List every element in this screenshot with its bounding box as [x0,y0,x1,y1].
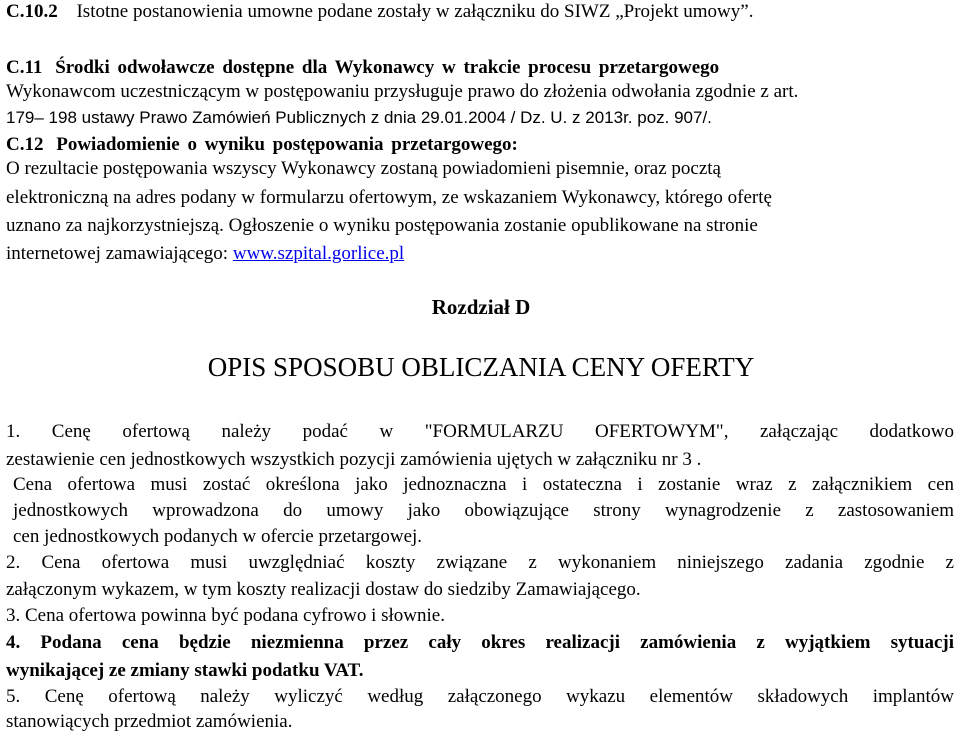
section-text: Istotne postanowienia umowne podane zostały w załączniku do SIWZ „Projekt umowy”. [76,1,754,22]
item-1b-line: cen jednostkowych podanych w ofercie przetargowej. [13,526,423,547]
section-c11-line: Wykonawcom uczestniczącym w postępowaniu przysługuje prawo do złożenia odwołania zgodnie z art. [6,81,799,102]
section-c12-line [6,242,404,266]
hospital-website-link[interactable]: www.szpital.gorlice.pl [232,243,405,264]
item-4-line: wynikającej ze zmiany stawki podatku VAT. [6,660,364,681]
item-2-line: 2. Cena ofertowa musi uwzględniać koszty związane z wykonaniem niniejszego zadania zgodnie z [6,552,954,573]
section-c12-heading [6,133,518,157]
section-title: Środki odwoławcze dostępne dla Wykonawcy w trakcie procesu przetargowego [55,57,720,78]
section-number: C.11 [6,57,43,78]
item-5-line: 5. Cenę ofertową należy wyliczyć według załączonego wykazu elementów składowych implantów [6,686,954,707]
chapter-label: Rozdział D [431,295,531,319]
item-1b-line: Cena ofertowa musi zostać określona jako jednoznaczna i ostateczna i zostanie wraz z załącznikiem cen [13,474,954,495]
section-title: Powiadomienie o wyniku postępowania przetargowego: [56,134,518,155]
section-c10-2 [6,0,753,24]
section-number: C.12 [6,134,44,155]
chapter-title: OPIS SPOSOBU OBLICZANIA CENY OFERTY [207,352,755,382]
section-number: C.10.2 [6,1,58,22]
section-c11-line: 179– 198 ustawy Prawo Zamówień Publicznych z dnia 29.01.2004 / Dz. U. z 2013r. poz. 907/. [6,108,712,127]
item-1b-line: jednostkowych wprowadzona do umowy jako obowiązujące strony wynagrodzenie z zastosowaniem [13,500,954,521]
line-text: internetowej zamawiającego: [6,243,233,264]
item-1-line: zestawienie cen jednostkowych wszystkich pozycji zamówienia ujętych w załączniku nr 3 . [6,449,702,470]
section-c12-line: O rezultacie postępowania wszyscy Wykonawcy zostaną powiadomieni pisemnie, oraz pocztą [6,158,721,179]
item-5-line: stanowiących przedmiot zamówienia. [6,711,293,732]
section-c11-heading [6,56,719,80]
section-c12-line: elektroniczną na adres podany w formularzu ofertowym, ze wskazaniem Wykonawcy, którego ofertę [6,187,772,208]
item-1-line: 1. Cenę ofertową należy podać w "FORMULARZU OFERTOWYM", załączając dodatkowo [6,421,954,442]
item-4-line: 4. Podana cena będzie niezmienna przez cały okres realizacji zamówienia z wyjątkiem sytuacji [6,632,954,653]
item-3: 3. Cena ofertowa powinna być podana cyfrowo i słownie. [6,605,445,626]
section-c12-line: uznano za najkorzystniejszą. Ogłoszenie o wyniku postępowania zostanie opublikowane na stronie [6,215,758,236]
item-2-line: załączonym wykazem, w tym koszty realizacji dostaw do siedziby Zamawiającego. [6,579,641,600]
